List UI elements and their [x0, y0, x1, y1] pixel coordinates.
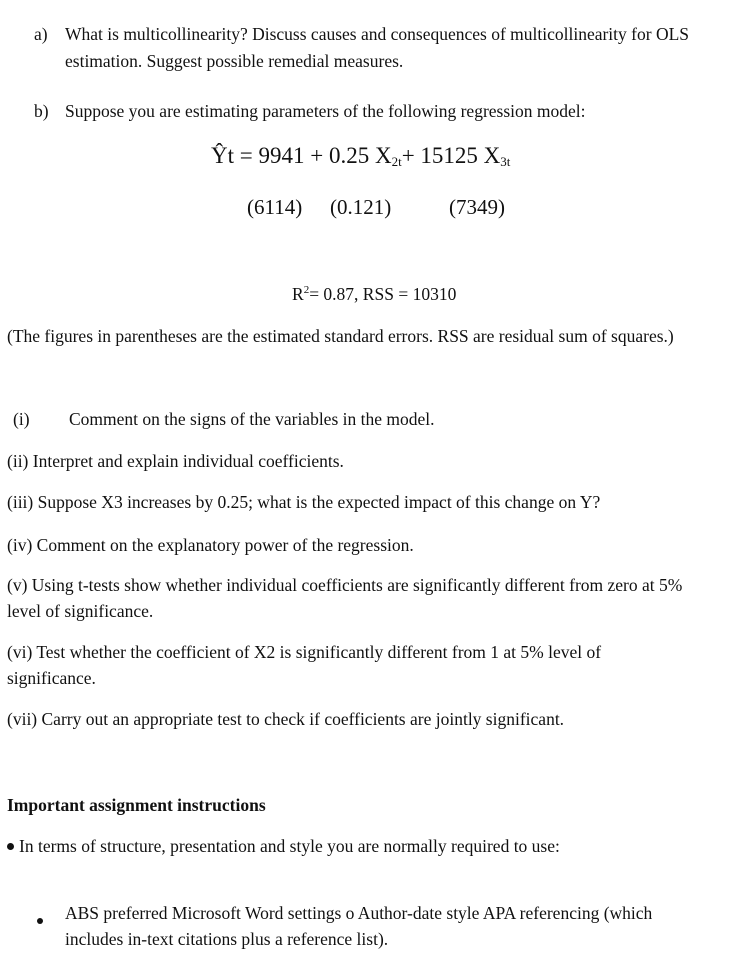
part-a-line1: What is multicollinearity? Discuss causes and consequences of multicollinearity for OLS: [65, 24, 690, 44]
instructions-intro: In terms of structure, presentation and style you are normally required to use:: [19, 836, 560, 856]
part-a-label: a): [34, 24, 48, 44]
part-b-text: Suppose you are estimating parameters of the following regression model:: [65, 101, 586, 121]
standard-errors-note: (The figures in parentheses are the estimated standard errors. RSS are residual sum of squares.): [7, 326, 674, 346]
bullet-dot-icon: [37, 918, 43, 924]
std-error-1: (6114): [247, 195, 303, 219]
equation-mid: + 15125 X: [401, 143, 501, 168]
part-b-label: b): [34, 101, 49, 121]
question-i-label: (i): [13, 409, 30, 429]
r-squared-rss: [292, 284, 456, 305]
regression-equation: [211, 143, 510, 170]
question-vii: (vii) Carry out an appropriate test to check if coefficients are jointly significant.: [7, 709, 565, 729]
r-superscript: 2: [303, 284, 310, 296]
std-error-2: (0.121): [330, 195, 392, 219]
question-vi-line1: (vi) Test whether the coefficient of X2 is significantly different from 1 at 5% level of: [7, 642, 602, 662]
std-error-3: (7349): [449, 195, 505, 219]
instructions-intro-bullet: [7, 836, 560, 857]
question-vi-line2: significance.: [7, 668, 96, 688]
equation-x3-subscript: 3t: [500, 154, 511, 169]
bullet-icon: [7, 843, 14, 850]
r-label: R: [292, 284, 304, 304]
equation-lhs: Ŷt = 9941 + 0.25 X: [211, 143, 392, 168]
instructions-bullet1-line1: ABS preferred Microsoft Word settings o Author-date style APA referencing (which: [65, 903, 653, 923]
question-i-text: Comment on the signs of the variables in the model.: [69, 409, 435, 429]
equation-x2-subscript: 2t: [391, 154, 402, 169]
question-v-line1: (v) Using t-tests show whether individual coefficients are significantly different from zero at 5%: [7, 575, 683, 595]
instructions-bullet1-line2: includes in-text citations plus a reference list).: [65, 929, 389, 949]
bullet-icon: [37, 911, 43, 929]
question-v-line2: level of significance.: [7, 601, 154, 621]
part-a-line2: estimation. Suggest possible remedial measures.: [65, 51, 404, 71]
r2-rss-values: = 0.87, RSS = 10310: [309, 284, 457, 304]
instructions-heading: Important assignment instructions: [7, 795, 266, 815]
question-ii: (ii) Interpret and explain individual coefficients.: [7, 451, 344, 471]
question-iv: (iv) Comment on the explanatory power of the regression.: [7, 535, 414, 555]
question-iii: (iii) Suppose X3 increases by 0.25; what is the expected impact of this change on Y?: [7, 492, 601, 512]
